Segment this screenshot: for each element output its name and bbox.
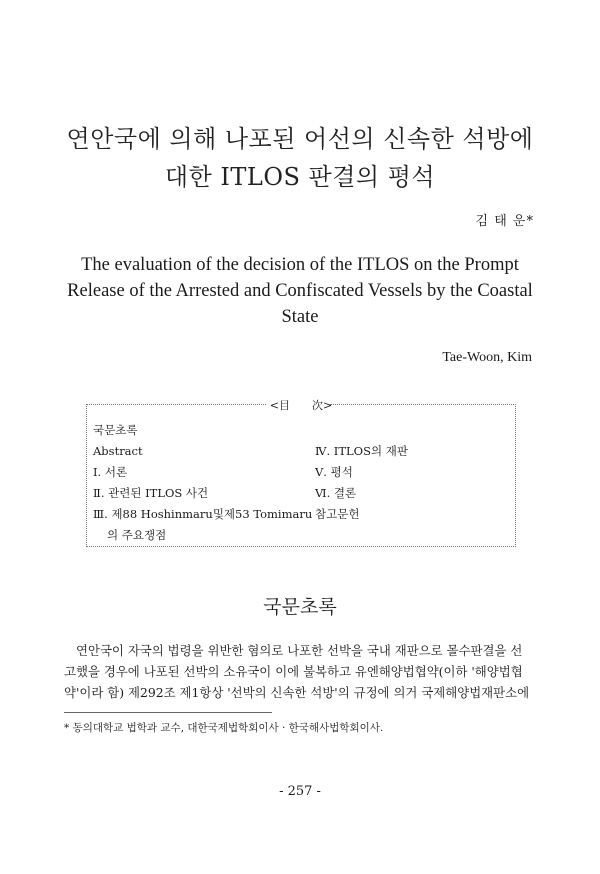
toc-spacer: [315, 420, 505, 441]
table-of-contents: [86, 399, 516, 547]
toc-item: Ⅴ. 평석: [315, 465, 353, 479]
toc-left-column: [93, 420, 313, 546]
author-korean: 김 태 운*: [475, 214, 534, 229]
abstract-body: [64, 640, 530, 703]
toc-item: Abstract: [93, 444, 143, 458]
toc-header: [87, 397, 515, 413]
toc-item: 참고문헌: [315, 507, 360, 521]
toc-item: 국문초록: [93, 423, 138, 437]
toc-item: Ⅳ. ITLOS의 재판: [315, 444, 408, 458]
toc-heading: <目 次>: [266, 399, 336, 412]
toc-item: Ⅱ. 관련된 ITLOS 사건: [93, 486, 209, 500]
footnote-divider: [64, 712, 272, 713]
title-en-line-1: The evaluation of the decision of the ITLOS on the Prompt: [81, 255, 519, 275]
toc-item-part: Ⅲ. 제88 Hoshinmaru: [93, 507, 213, 521]
toc-item-continuation: 의 주요쟁점: [107, 528, 167, 542]
title-line-1: 연안국에 의해 나포된 어선의 신속한 석방에: [66, 125, 534, 153]
title-en-line-2: Release of the Arrested and Confiscated Vessels by the Coastal: [67, 281, 533, 301]
toc-item-part: 제53 Tomimaru: [223, 507, 313, 521]
title-line-2: 대한 ITLOS 판결의 평석: [164, 163, 436, 191]
toc-item: [93, 504, 313, 525]
title-en-line-3: State: [281, 307, 319, 327]
toc-right-column: [315, 420, 505, 525]
toc-header-rule-right: [330, 404, 516, 405]
paper-title-english: [50, 252, 550, 330]
toc-item-part: 및: [212, 507, 224, 521]
body-line: 약'이라 함) 제292조 제1항상 '선박의 신속한 석방'의 규정에 의거 국제해양법재판소에: [64, 685, 530, 700]
body-line: 연안국이 자국의 법령을 위반한 혐의로 나포한 선박을 국내 재판으로 몰수판결을 선: [76, 643, 523, 658]
section-heading: 국문초록: [263, 596, 337, 618]
toc-header-rule-left: [86, 404, 272, 405]
paper-title-korean: [40, 120, 560, 196]
toc-item: Ⅵ. 결론: [315, 486, 357, 500]
body-line: 고했을 경우에 나포된 선박의 소유국이 이에 불복하고 유엔해양법협약(이하 '해양법협: [64, 664, 523, 679]
footnote: * 동의대학교 법학과 교수, 대한국제법학회이사 · 한국해사법학회이사.: [64, 722, 384, 734]
toc-item: Ⅰ. 서론: [93, 465, 128, 479]
author-english: Tae-Woon, Kim: [442, 350, 532, 365]
page-number: - 257 -: [279, 784, 321, 799]
